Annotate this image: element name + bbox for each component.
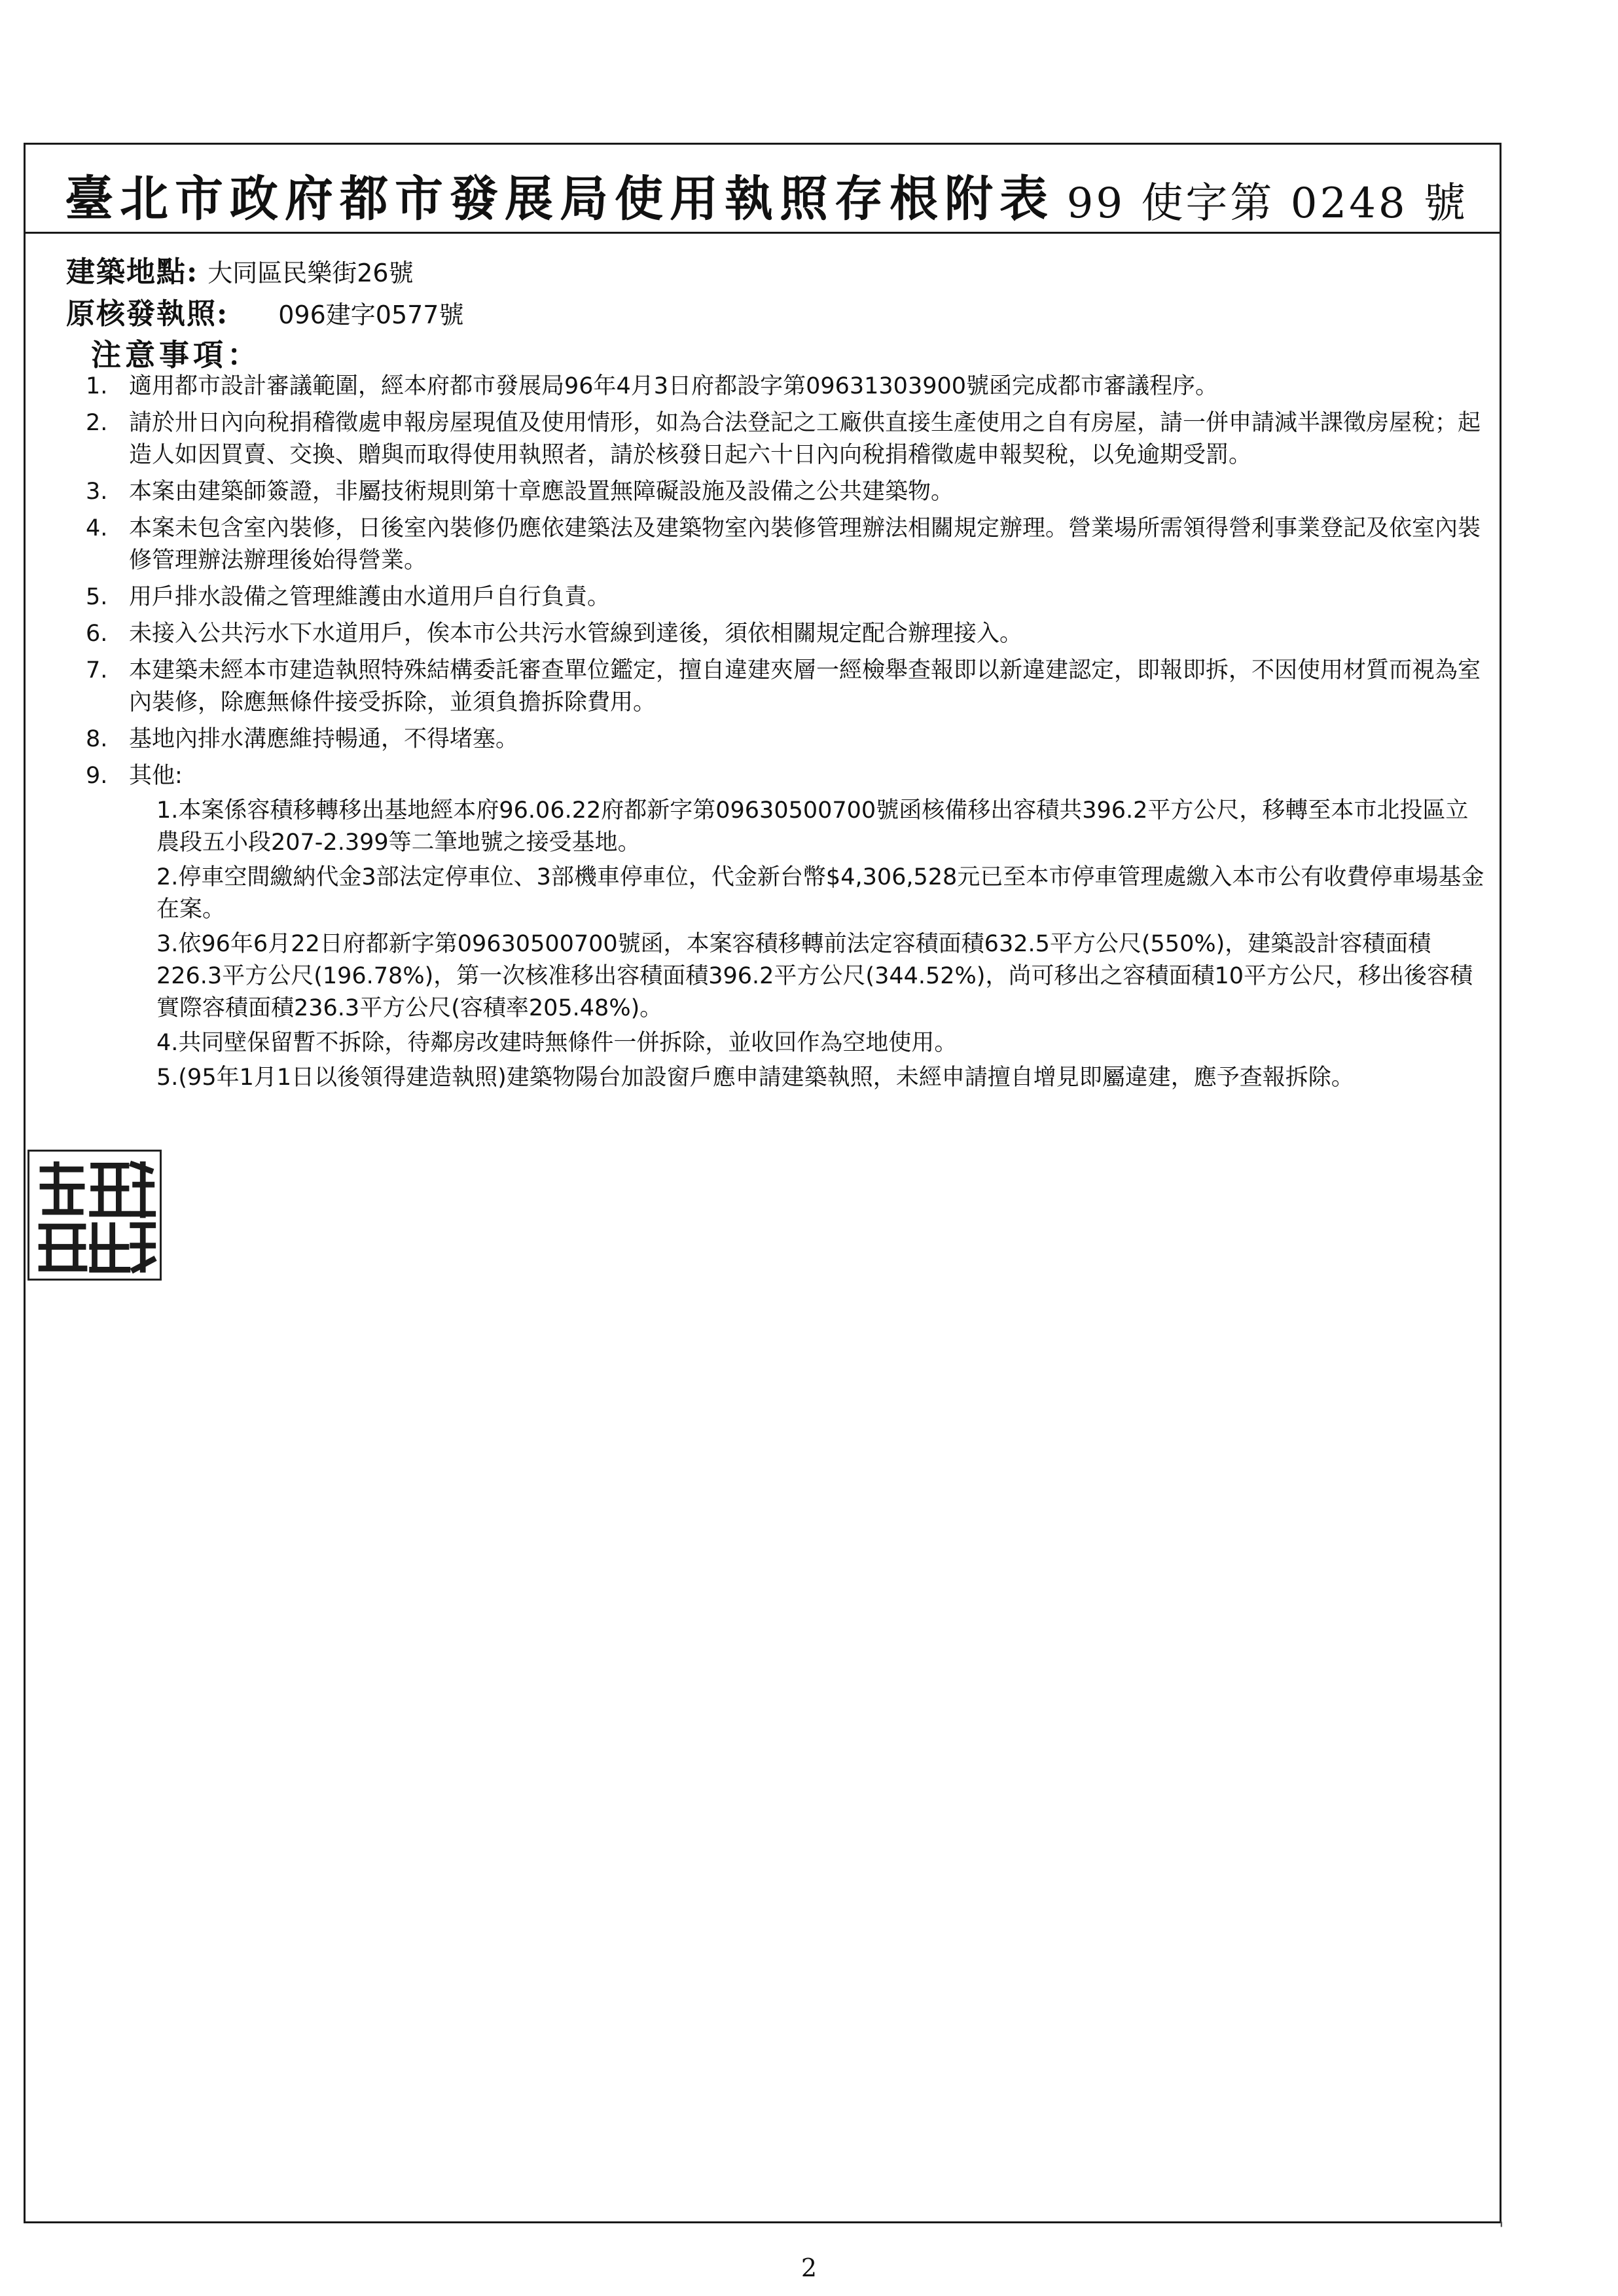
site-location-label: 建築地點: (66, 255, 199, 289)
note-text: 其他: (129, 763, 183, 789)
note-number: 2. (86, 410, 108, 436)
note-text: 基地內排水溝應維持暢通，不得堵塞。 (129, 726, 519, 752)
note-item (86, 618, 1486, 650)
note-item (86, 513, 1486, 577)
site-location-field (66, 248, 414, 290)
note-number: 3. (86, 479, 108, 505)
note-text: 請於卅日內向稅捐稽徵處申報房屋現值及使用情形，如為合法登記之工廠供直接生產使用之自有房屋，請一併申請減半課徵房屋稅；起造人如因買賣、交換、贈與而取得使用執照者，請於核發日起六十日內向稅捐稽徵處申報契稅，以免逾期受罰。 (129, 410, 1481, 468)
original-permit-label: 原核發執照: (66, 297, 229, 331)
note-text: 用戶排水設備之管理維護由水道用戶自行負責。 (129, 584, 611, 610)
page-number: 2 (800, 2253, 818, 2282)
other-item: 1.本案係容積移轉移出基地經本府96.06.22府都新字第09630500700號函核備移出容積共396.2平方公尺，移轉至本市北投區立農段五小段207-2.399等二筆地號之接受基地。 (156, 797, 1469, 856)
note-number: 1. (86, 373, 108, 399)
note-number: 5. (86, 584, 108, 610)
note-number: 6. (86, 621, 108, 647)
other-item: 5.(95年1月1日以後領得建造執照)建築物陽台加設窗戶應申請建築執照，未經申請擅自增見即屬違建，應予查報拆除。 (156, 1065, 1354, 1091)
note-item-other (86, 760, 1486, 1094)
note-item (86, 371, 1486, 403)
note-number: 7. (86, 657, 108, 683)
note-number: 4. (86, 515, 108, 541)
other-item: 2.停車空間繳納代金3部法定停車位、3部機車停車位，代金新台幣$4,306,528元已至本市停車管理處繳入本市公有收費停車場基金在案。 (156, 864, 1484, 922)
note-number: 8. (86, 726, 108, 752)
permit-number: 99 使字第 0248 號 (1066, 179, 1468, 228)
note-text: 本案未包含室內裝修，日後室內裝修仍應依建築法及建築物室內裝修管理辦法相關規定辦理。營業場所需領得營利事業登記及依室內裝修管理辦法辦理後始得營業。 (129, 515, 1481, 574)
notes-list (86, 371, 1486, 1099)
document-title: 臺北市政府都市發展局使用執照存根附表 (65, 171, 1054, 227)
notes-heading: 注意事項： (91, 337, 261, 373)
archive-seal-stamp (27, 1150, 162, 1281)
original-permit-value: 096建字0577號 (278, 301, 464, 329)
note-text: 本案由建築師簽證，非屬技術規則第十章應設置無障礙設施及設備之公共建築物。 (129, 479, 954, 505)
note-text: 未接入公共污水下水道用戶，俟本市公共污水管線到達後，須依相關規定配合辦理接入。 (129, 621, 1023, 647)
other-items-list (129, 795, 1486, 1094)
note-number: 9. (86, 763, 108, 789)
site-location-value: 大同區民樂街26號 (207, 259, 414, 287)
note-text: 適用都市設計審議範圍，經本府都市發展局96年4月3日府都設字第09631303900號函完成都市審議程序。 (129, 373, 1219, 399)
other-item: 3.依96年6月22日府都新字第09630500700號函，本案容積移轉前法定容積面積632.5平方公尺(550%)，建築設計容積面積226.3平方公尺(196.78%)，第一次核准移出容積面積396.2平方公尺(344.52%)，尚可移出之容積面積10平方公尺，移出後容積實際容積面積236.3平方公尺(容積率205.48%)。 (156, 931, 1473, 1021)
note-item (86, 407, 1486, 471)
note-item (86, 723, 1486, 756)
original-permit-field (66, 290, 464, 332)
note-item (86, 581, 1486, 613)
corner-mark: ' (1498, 2218, 1504, 2241)
form-frame (24, 143, 1501, 2223)
other-item: 4.共同壁保留暫不拆除，待鄰房改建時無條件一併拆除，並收回作為空地使用。 (156, 1030, 958, 1056)
title-bar (26, 145, 1500, 234)
seal-icon (29, 1152, 160, 1279)
note-item (86, 476, 1486, 508)
note-text: 本建築未經本市建造執照特殊結構委託審查單位鑑定，擅自違建夾層一經檢舉查報即以新違建認定，即報即拆，不因使用材質而視為室內裝修，除應無條件接受拆除，並須負擔拆除費用。 (129, 657, 1481, 716)
note-item (86, 655, 1486, 719)
